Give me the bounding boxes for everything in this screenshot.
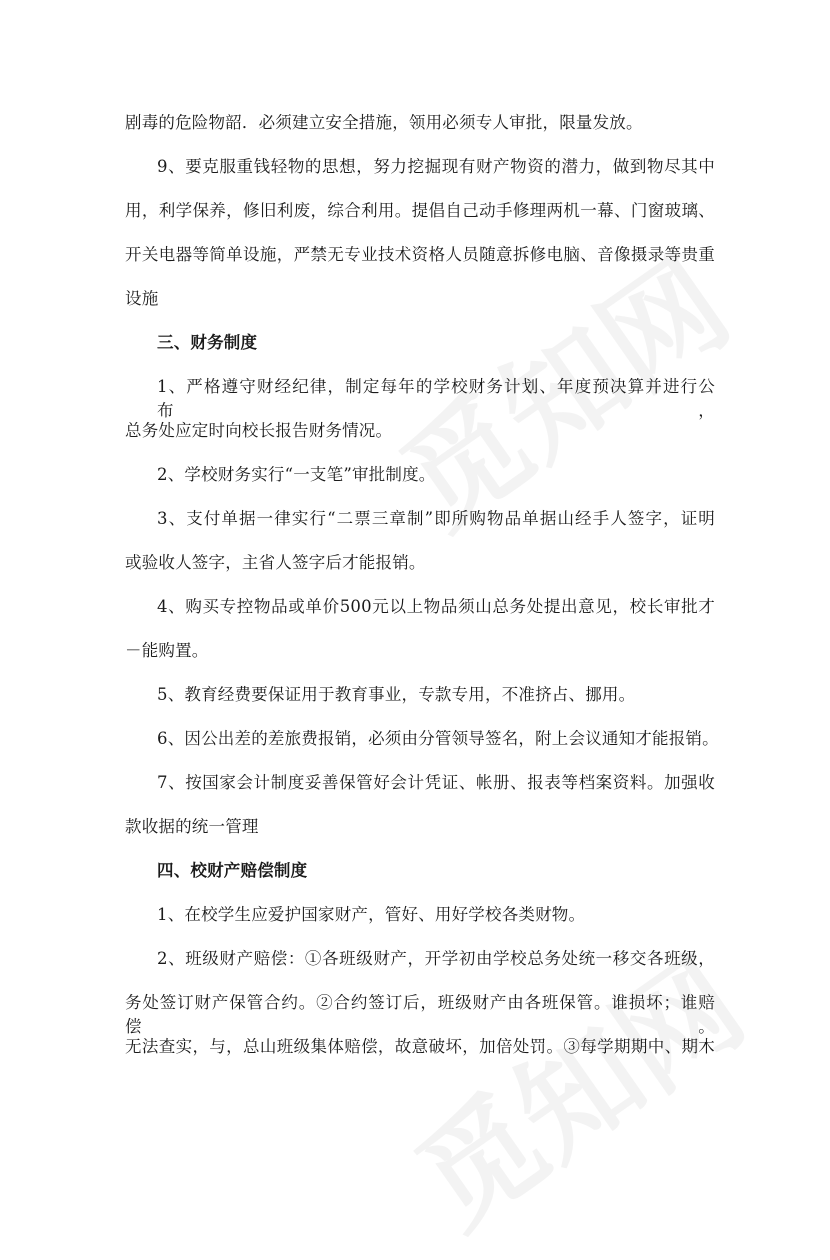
section-heading: 三、财务制度 <box>157 333 258 352</box>
paragraph-line: 5、教育经费要保证用于教育事业，专款专用，不准挤占、挪用。 <box>157 685 636 704</box>
paragraph-line: 设施 <box>125 289 159 308</box>
paragraph-line: 总务处应定时向校长报告财务情况。 <box>125 421 393 440</box>
paragraph-line: 1、严格遵守财经纪律，制定每年的学校财务计划、年度预决算并进行公布， <box>157 377 715 420</box>
paragraph-line: 款收据的统一管理 <box>125 817 259 836</box>
section-heading: 四、校财产赔偿制度 <box>157 861 308 880</box>
paragraph-line: 2、班级财产赔偿：①各班级财产，开学初由学校总务处统一移交各班级， <box>157 949 715 968</box>
paragraph-line: 无法查实，与，总山班级集体赔偿，故意破坏，加倍处罚。③每学期期中、期木 <box>125 1037 715 1056</box>
paragraph-line: 开关电器等简单设施，严禁无专业技术资格人员随意拆修电脑、音像摄录等贵重 <box>125 245 715 264</box>
paragraph-line: 务处签订财产保管合约。②合约签订后，班级财产由各班保管。谁损坏；谁赔偿。 <box>125 993 715 1036</box>
paragraph-line: 用，利学保养，修旧利废，综合利用。提倡自己动手修理两机一幕、门窗玻璃、 <box>125 201 715 220</box>
paragraph-line: 剧毒的危险物韶．必须建立安全措施，领用必须专人审批，限量发放。 <box>125 113 643 132</box>
paragraph-line: 4、购买专控物品或单价500元以上物品须山总务处提出意见，校长审批才 <box>157 597 715 616</box>
paragraph-line: 9、要克服重钱轻物的思想，努力挖掘现有财产物资的潜力，做到物尽其中 <box>157 157 715 176</box>
paragraph-line: 2、学校财务实行“一支笔”审批制度。 <box>157 465 436 484</box>
paragraph-line: 或验收人签字，主省人签字后才能报销。 <box>125 553 426 572</box>
paragraph-line: 6、因公出差的差旅费报销，必须由分管领导签名，附上会议通知才能报销。 <box>157 729 719 748</box>
paragraph-line: 3、支付单据一律实行“二票三章制”即所购物品单据山经手人签字，证明 <box>157 509 715 528</box>
paragraph-line: 7、按国家会计制度妥善保管好会计凭证、帐册、报表等档案资料。加强收 <box>157 773 715 792</box>
paragraph-line: 1、在校学生应爱护国家财产，管好、用好学校各类财物。 <box>157 905 586 924</box>
paragraph-line: －能购置。 <box>125 641 209 660</box>
